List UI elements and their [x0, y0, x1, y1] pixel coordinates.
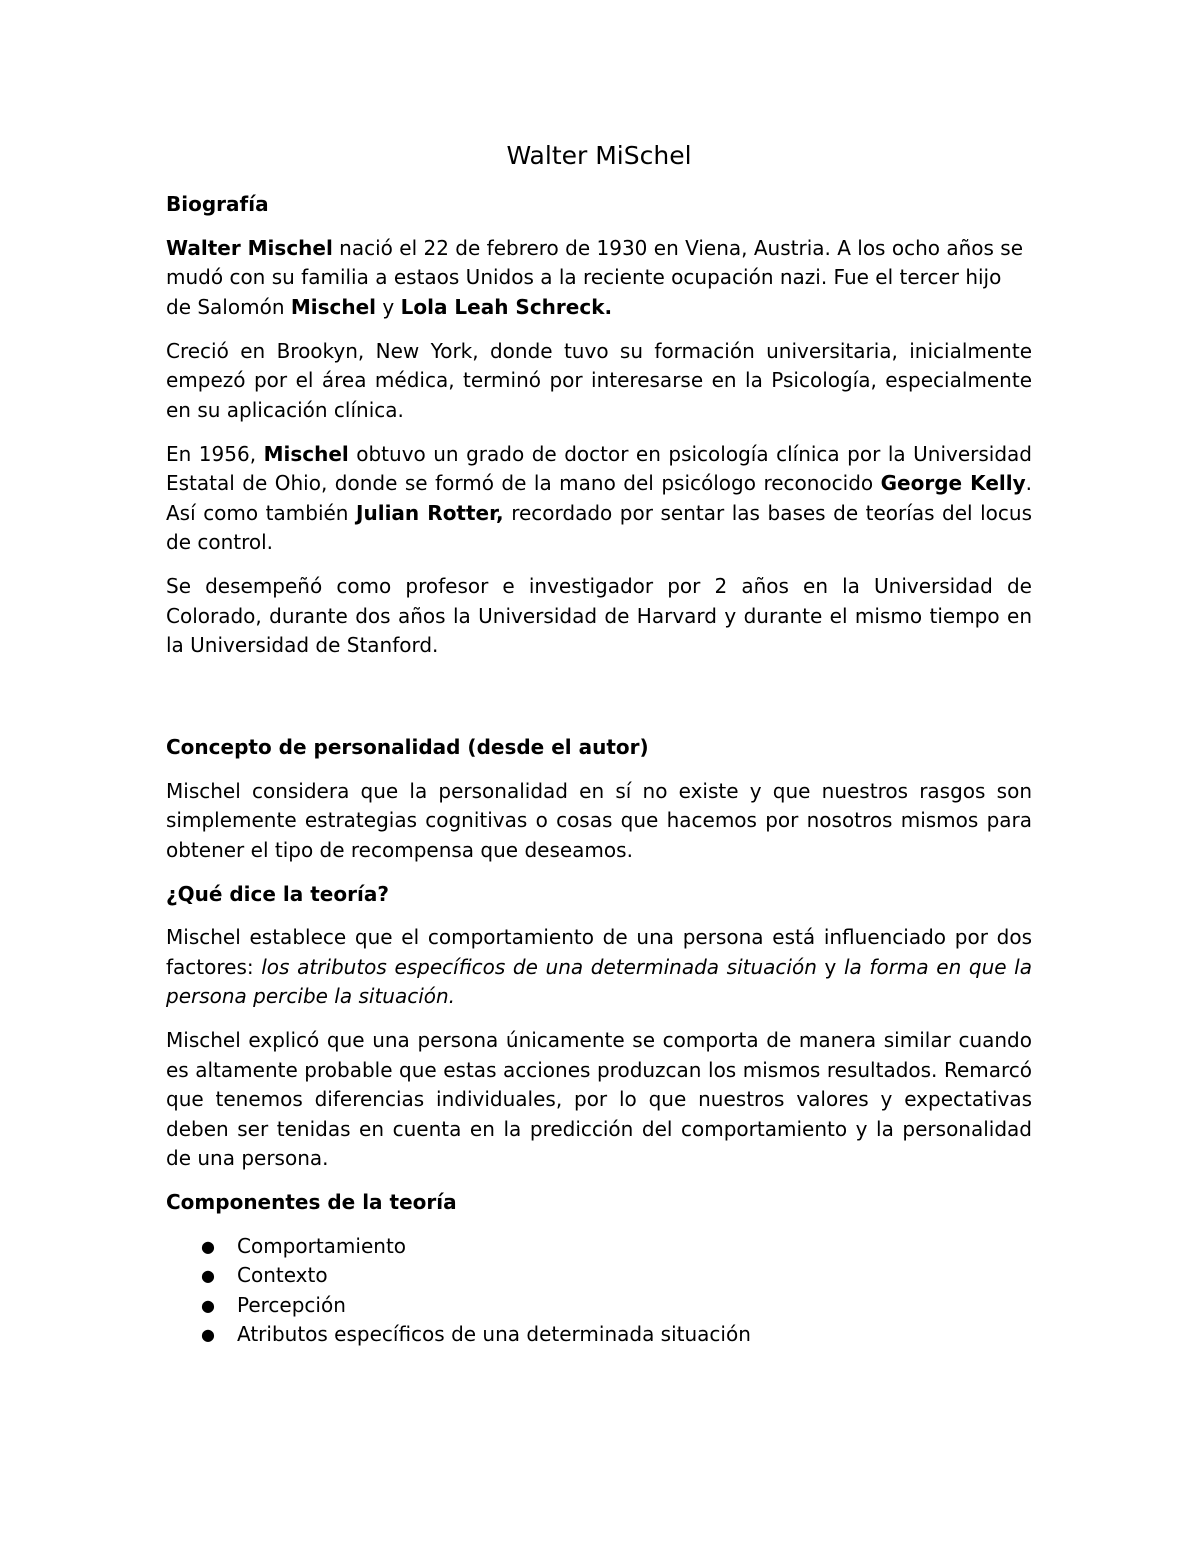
- document-title: Walter MiSchel: [506, 141, 692, 170]
- bio-paragraph-3: En 1956, Mischel obtuvo un grado de doctor en psicología clínica por la Universidad Estatal de Ohio, donde se formó de la mano del psicólogo reconocido George Kelly. Así como también Julian Rotter, recordado por sentar las bases de teorías del locus de control.: [166, 441, 1033, 554]
- bullet-icon: ●: [201, 1266, 215, 1285]
- bullet-icon: ●: [201, 1295, 215, 1315]
- bold-name: Mischel: [263, 441, 349, 466]
- list-item: ● Atributos específicos de una determinada situación: [166, 1320, 1032, 1350]
- section-heading-biografia: Biografía: [166, 192, 269, 216]
- concept-paragraph: Mischel considera que la personalidad en sí no existe y que nuestros rasgos son simplemente estrategias cognitivas o cosas que hacemos por nosotros mismos para obtener el tipo de recompensa que deseamos.: [166, 778, 1032, 862]
- components-list: [166, 1232, 1032, 1350]
- bullet-icon: ●: [201, 1236, 215, 1256]
- blank-line: [166, 675, 1032, 733]
- section-heading-teoria: ¿Qué dice la teoría?: [166, 881, 389, 906]
- italic-phrase: la forma en que la persona percibe la situación.: [166, 954, 1032, 1008]
- bio-paragraph-1: Walter Mischel nació el 22 de febrero de 1930 en Viena, Austria. A los ocho años se mudó con su familia a estaos Unidos a la reciente ocupación nazi. Fue el tercer hijo de Salomón Mischel y Lola Leah Schreck.: [166, 235, 1024, 319]
- list-item: ● Percepción: [166, 1291, 1032, 1321]
- bold-name: Julian Rotter,: [356, 500, 504, 525]
- bold-name: Walter Mischel: [166, 235, 333, 260]
- bullet-icon: ●: [201, 1325, 215, 1344]
- theory-paragraph-1: Mischel establece que el comportamiento de una persona está influenciado por dos factores: los atributos específicos de una determinada situación y la forma en que la persona percibe la situación.: [166, 925, 1032, 1008]
- theory-paragraph-2: Mischel explicó que una persona únicamente se comporta de manera similar cuando es altamente probable que estas acciones produzcan los mismos resultados. Remarcó que tenemos diferencias individuales, por lo que nuestros valores y expectativas deben ser tenidas en cuenta en la predicción del comportamiento y la personalidad de una persona.: [166, 1028, 1032, 1170]
- bold-name: George Kelly: [880, 471, 1026, 495]
- section-heading-componentes: Componentes de la teoría: [166, 1190, 457, 1214]
- bio-paragraph-2: Creció en Brookyn, New York, donde tuvo su formación universitaria, inicialmente empezó por el área médica, terminó por interesarse en la Psicología, especialmente en su aplicación clínica.: [166, 338, 1032, 422]
- document-page: [166, 138, 1032, 1350]
- section-heading-concepto: Concepto de personalidad (desde el autor): [166, 735, 649, 759]
- list-item: ● Comportamiento: [166, 1232, 1032, 1262]
- bold-name: Mischel: [290, 294, 377, 319]
- bio-paragraph-4: Se desempeñó como profesor e investigador por 2 años en la Universidad de Colorado, durante dos años la Universidad de Harvard y durante el mismo tiempo en la Universidad de Stanford.: [166, 574, 1032, 657]
- list-item: ● Contexto: [166, 1261, 1032, 1291]
- italic-phrase: los atributos específicos de una determinada situación: [261, 954, 817, 979]
- bold-name: Lola Leah Schreck.: [400, 294, 613, 319]
